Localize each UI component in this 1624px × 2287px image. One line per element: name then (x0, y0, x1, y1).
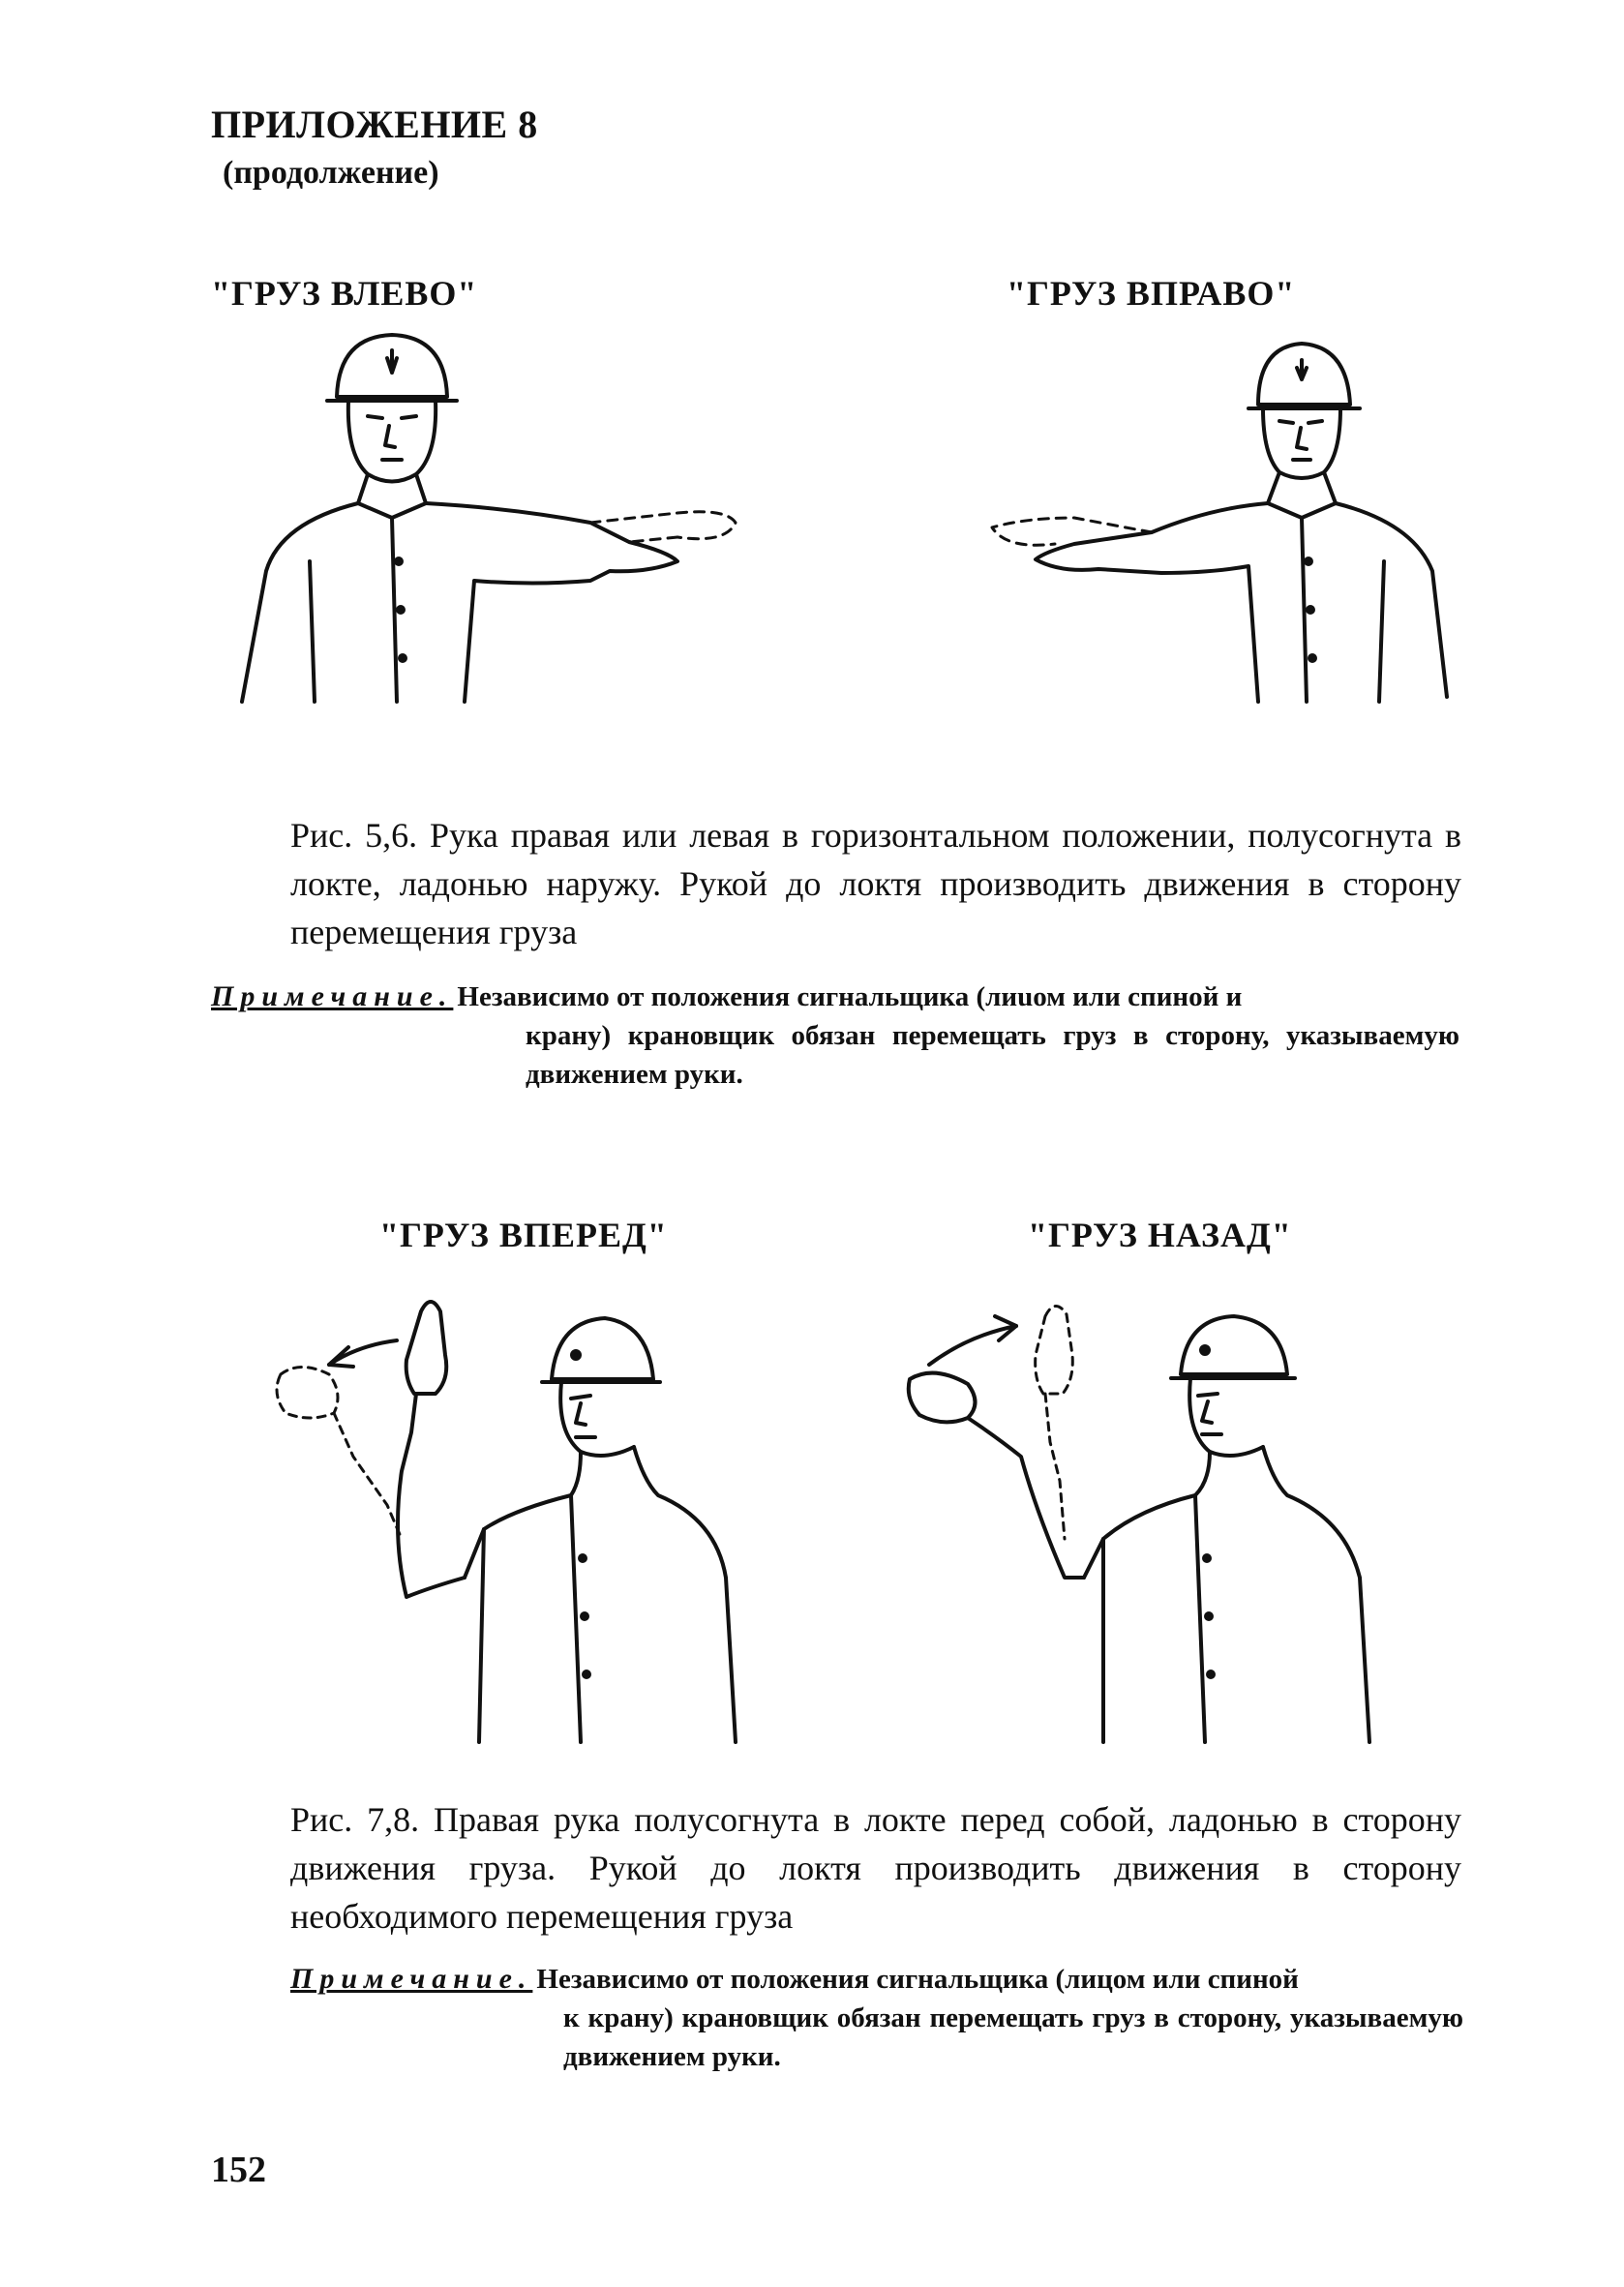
signal-title-load-forward: "ГРУЗ ВПЕРЕД" (379, 1216, 668, 1254)
note-block-2 (290, 1960, 1466, 2076)
appendix-title: ПРИЛОЖЕНИЕ 8 (211, 103, 538, 146)
note-continuation: к крану) крановщик обязан перемещать груз в сторону, указываемую движением руки. (563, 2002, 1463, 2072)
note-label: Примечание. (290, 1963, 533, 1995)
note-first-line: Независимо от положения сигнальщика (лиuом или спиной и (457, 981, 1243, 1012)
note-block-1 (211, 978, 1469, 1094)
signal-title-load-back: "ГРУЗ НАЗАД" (1028, 1216, 1292, 1254)
figure-load-right (968, 319, 1471, 707)
figure-caption-5-6: Рис. 5,6. Рука правая или левая в горизонтальном положении, полусогнута в локте, ладонью наружу. Рукой до локтя производить движения в сторону перемещения груза (290, 816, 1461, 951)
signal-title-load-left: "ГРУЗ ВЛЕВО" (211, 274, 478, 313)
figure-load-forward (261, 1287, 765, 1752)
page-number: 152 (211, 2150, 266, 2190)
figure-caption-7-8: Рис. 7,8. Правая рука полусогнута в локте перед собой, ладонью в сторону движения груза. Рукой до локтя производить движения в сторону необходимого перемещения груза (290, 1800, 1461, 1936)
figure-load-left (223, 319, 803, 707)
figure-load-back (890, 1287, 1432, 1752)
note-continuation: крану) крановщик обязан перемещать груз в сторону, указываемую движением руки. (526, 1020, 1459, 1090)
signal-title-load-right: "ГРУЗ ВПРАВО" (1007, 274, 1296, 313)
note-label: Примечание. (211, 980, 454, 1012)
note-first-line: Независимо от положения сигнальщика (лицом или спиной (536, 1964, 1299, 1995)
appendix-subtitle: (продолжение) (223, 155, 439, 191)
